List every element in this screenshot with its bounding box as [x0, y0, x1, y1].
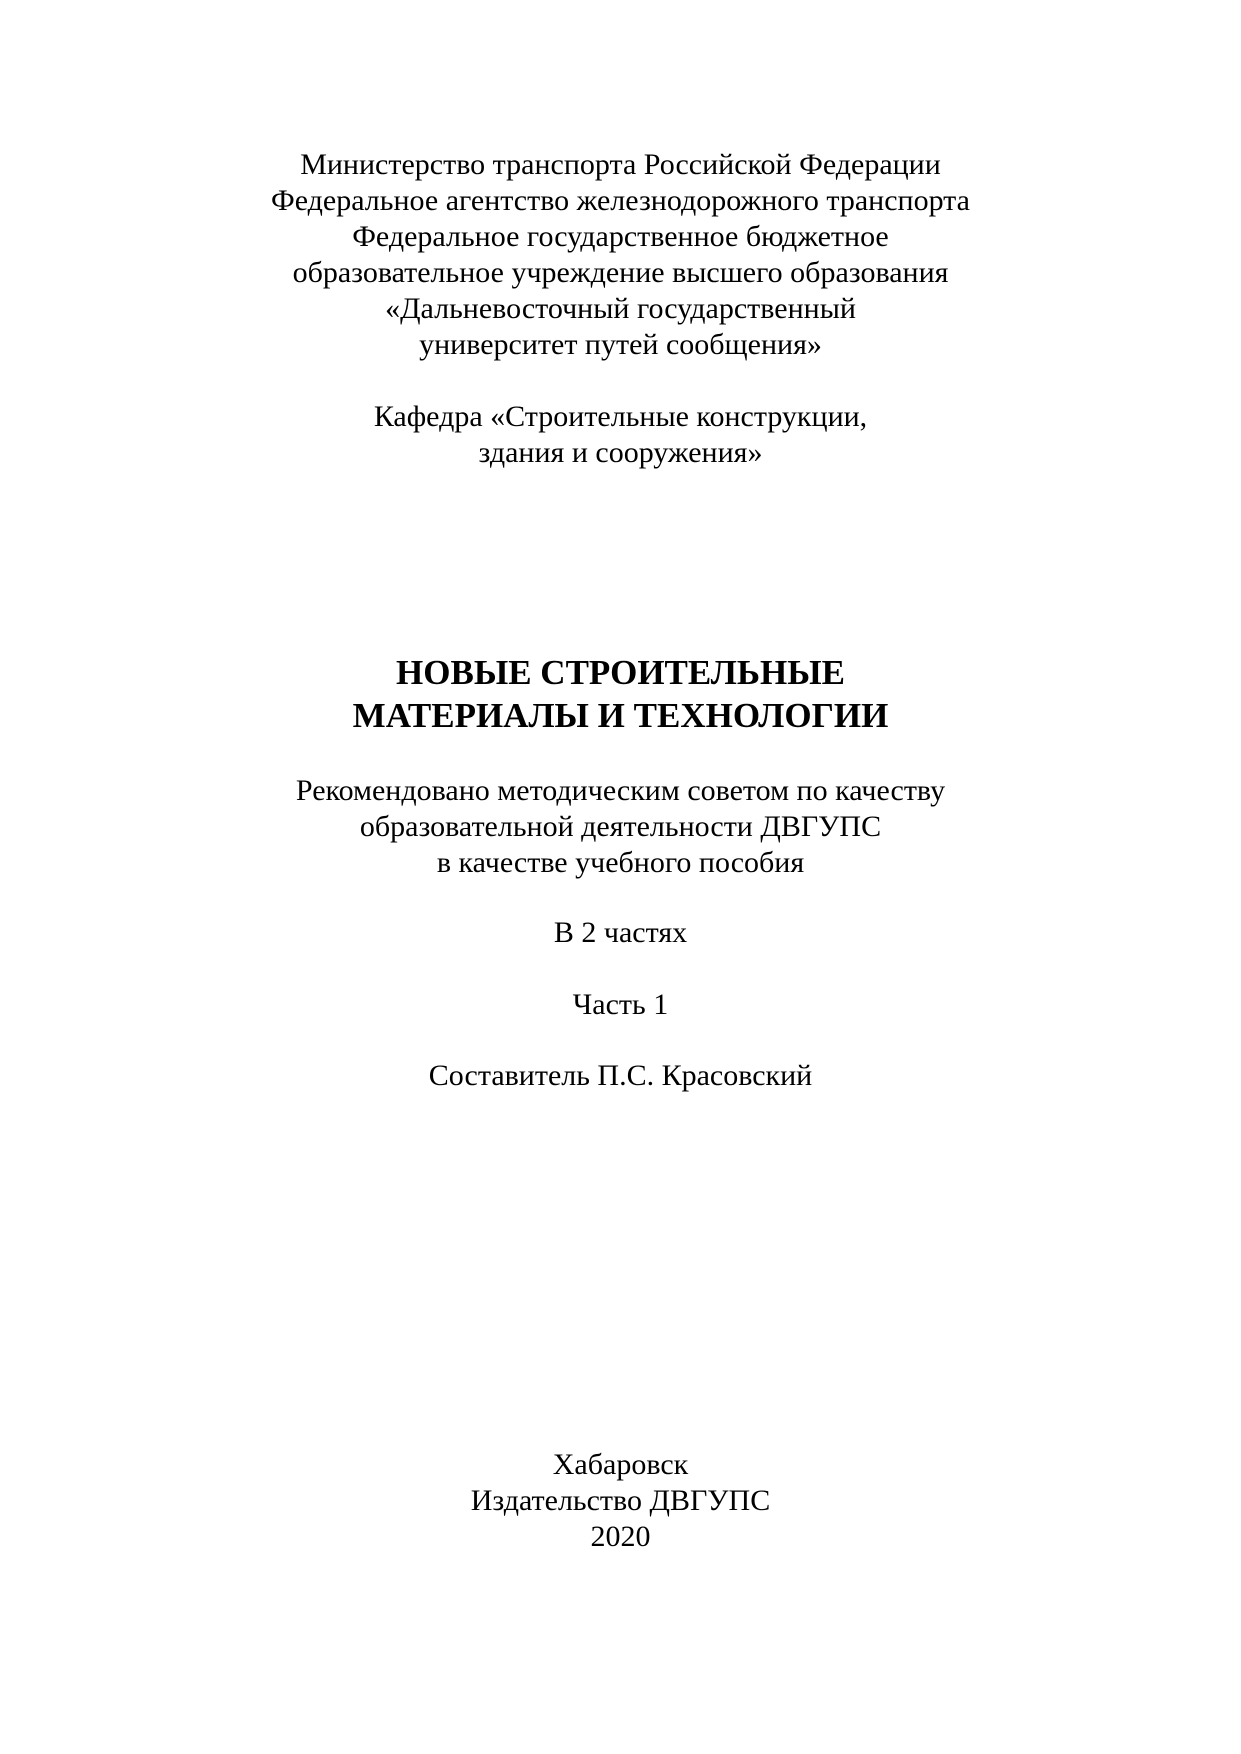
recommendation-line-3: в качестве учебного пособия [436, 846, 805, 879]
title-line: НОВЫЕ СТРОИТЕЛЬНЫЕ [396, 653, 845, 692]
part-number [0, 987, 1241, 1023]
department-line-2: здания и сооружения» [478, 436, 763, 469]
imprint-city: Хабаровск [552, 1448, 689, 1481]
university-name-line-2: университет путей сообщения» [419, 328, 822, 361]
compiler [0, 1058, 1241, 1094]
department-line: Кафедра «Строительные конструкции, [373, 400, 868, 433]
imprint-publisher: Издательство ДВГУПС [470, 1484, 771, 1517]
university-name-line: «Дальневосточный государственный [385, 292, 856, 325]
part-number-text: Часть 1 [572, 988, 669, 1021]
institution-type-line-2: образовательное учреждение высшего образования [292, 256, 949, 289]
department [0, 399, 1241, 471]
recommendation-line-2: образовательной деятельности ДВГУПС [359, 810, 882, 843]
imprint [0, 1447, 1241, 1555]
imprint-year: 2020 [590, 1520, 651, 1553]
agency-line: Федеральное агентство железнодорожного транспорта [271, 184, 970, 217]
recommendation-line: Рекомендовано методическим советом по качеству [295, 774, 946, 807]
organization-header [0, 147, 1241, 363]
ministry-line: Министерство транспорта Российской Федерации [300, 148, 941, 181]
recommendation [0, 773, 1241, 881]
parts-total [0, 915, 1241, 951]
institution-type-line: Федеральное государственное бюджетное [352, 220, 889, 253]
document-title [0, 651, 1241, 737]
compiler-text: Составитель П.С. Красовский [428, 1059, 813, 1092]
parts-total-text: В 2 частях [553, 916, 688, 949]
title-line-2: МАТЕРИАЛЫ И ТЕХНОЛОГИИ [352, 696, 889, 735]
